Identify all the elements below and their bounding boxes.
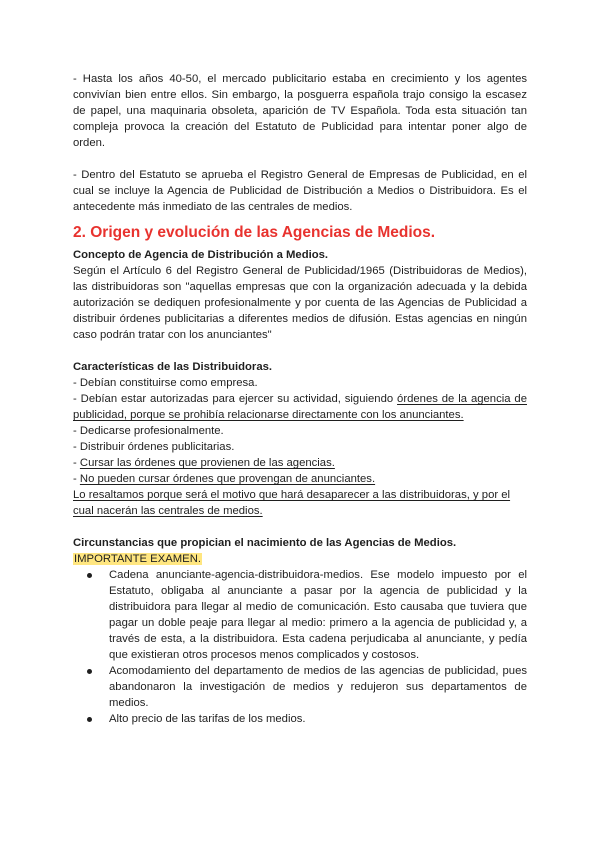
- list-item: [73, 663, 527, 711]
- characteristic-text: - Debían estar autorizadas para ejercer su actividad, siguiendo: [73, 393, 398, 405]
- exam-label-line: [73, 551, 527, 567]
- characteristic-item: - Debían constituirse como empresa.: [73, 377, 258, 389]
- exam-highlight: IMPORTANTE EXAMEN.: [74, 553, 202, 565]
- characteristic-item: - Distribuir órdenes publicitarias.: [73, 441, 235, 453]
- underlined-text: No pueden cursar órdenes que provengan de anunciantes.: [79, 473, 376, 485]
- concept-text: Según el Artículo 6 del Registro General de Publicidad/1965 (Distribuidoras de Medios), las distribuidoras son "aquellas empresas que con la organización adecuada y la debida autorización se dediquen profesionalmente y por cuenta de las Agencias de Publicidad a distribuir órdenes publicitarias a diferentes medios de difusión. Estas agencias en ningún caso podrán tratar con los anunciantes": [73, 265, 527, 341]
- underlined-text: órdenes de la agencia de publicidad, porque se prohibía relacionarse directamente con los anunciantes.: [73, 393, 527, 421]
- concept-heading: Concepto de Agencia de Distribución a Medios.: [73, 249, 329, 261]
- list-item-text: Cadena anunciante-agencia-distribuidora-medios. Ese modelo impuesto por el Estatuto, obligaba al anunciante a pasar por la agencia de publicidad y la distribuidora para llegar al medio de comunicación. Esto causaba que tuviera que pagar un doble peaje para llegar al medio: primero a la agencia de publicidad y, a través de esta, a la distribuidora. Esta cadena perjudicaba al anunciante, y pedía que existieran otros procesos menos complicados y costosos.: [109, 569, 527, 661]
- characteristic-item: [73, 455, 527, 471]
- intro-paragraph-2: - Dentro del Estatuto se aprueba el Registro General de Empresas de Publicidad, en el cual se incluye la Agencia de Publicidad de Distribución a Medios o Distribuidora. Es el antecedente más inmediato de las centrales de medios.: [73, 169, 527, 213]
- characteristic-item: [73, 471, 527, 487]
- bullet-icon: [87, 669, 92, 674]
- circumstances-list: [73, 567, 527, 727]
- list-item-text: Acomodamiento del departamento de medios de las agencias de publicidad, pues abandonaron la investigación de medios y redujeron sus departamentos de medios.: [109, 665, 527, 709]
- intro-paragraph-1: - Hasta los años 40-50, el mercado publicitario estaba en crecimiento y los agentes convivían bien entre ellos. Sin embargo, la posguerra española trajo consigo la escasez de papel, una maquinaria obsoleta, aparición de TV Española. Toda esta situación tan compleja provoca la creación del Estatuto de Publicidad para intentar poner algo de orden.: [73, 73, 527, 149]
- section-title: 2. Origen y evolución de las Agencias de Medios.: [73, 224, 436, 241]
- characteristic-item: - Dedicarse profesionalmente.: [73, 425, 224, 437]
- list-item-text: Alto precio de las tarifas de los medios.: [109, 713, 306, 725]
- underlined-text: Cursar las órdenes que provienen de las agencias.: [79, 457, 335, 469]
- document-body: [73, 71, 527, 727]
- bullet-icon: [87, 717, 92, 722]
- spacer: [73, 519, 527, 535]
- characteristic-item: [73, 391, 527, 423]
- dash: -: [73, 457, 80, 469]
- spacer: [73, 343, 527, 359]
- characteristics-heading: Características de las Distribuidoras.: [73, 361, 273, 373]
- dash: -: [73, 473, 80, 485]
- bullet-icon: [87, 573, 92, 578]
- list-item: [73, 567, 527, 663]
- circumstances-heading: Circunstancias que propician el nacimiento de las Agencias de Medios.: [73, 537, 457, 549]
- list-item: [73, 711, 527, 727]
- characteristics-note: Lo resaltamos porque será el motivo que hará desaparecer a las distribuidoras, y por el cual nacerán las centrales de medios.: [73, 489, 511, 517]
- spacer: [73, 151, 527, 167]
